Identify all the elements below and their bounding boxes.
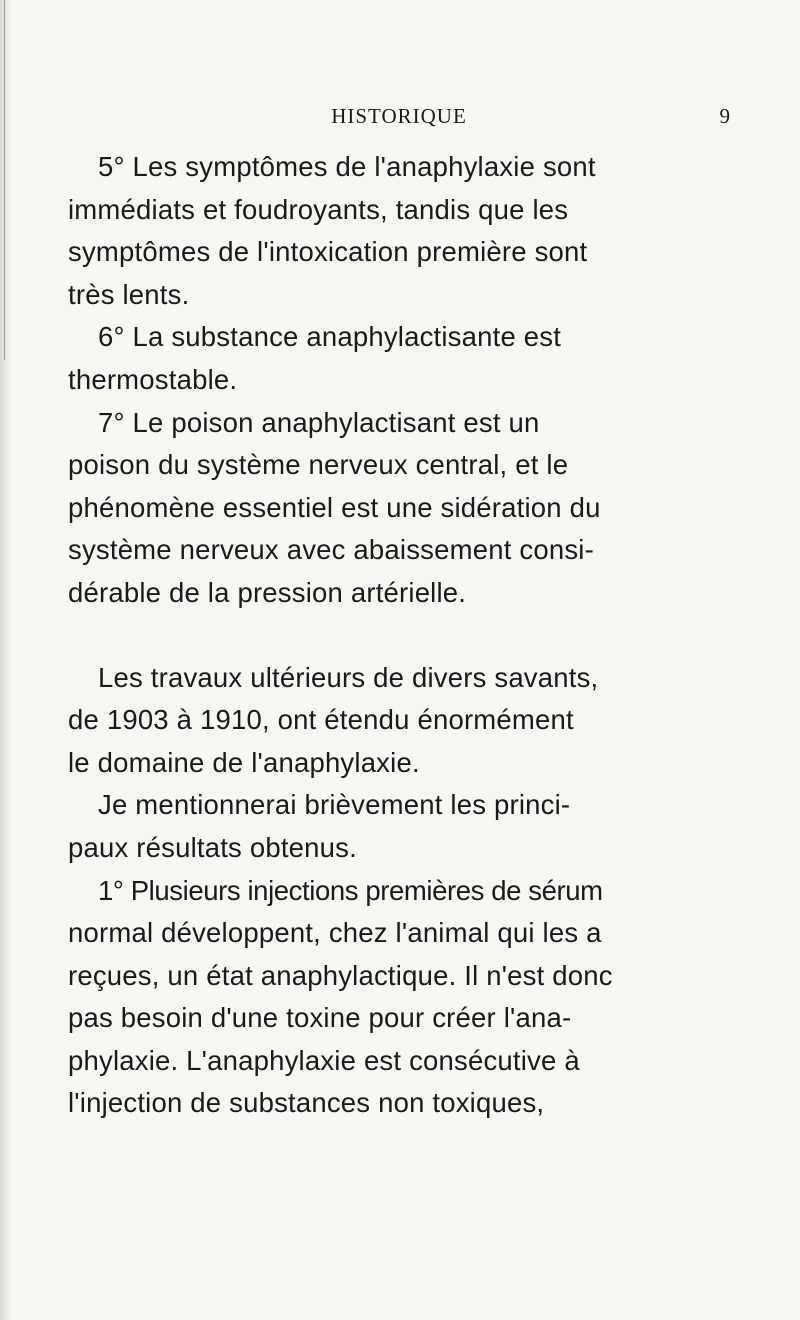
page-binding-line	[4, 0, 5, 360]
text-line: pas besoin d'une toxine pour créer l'ana-	[68, 1002, 572, 1034]
text-line: système nerveux avec abaissement consi-	[68, 534, 594, 566]
text-line: de 1903 à 1910, ont étendu énormément	[68, 704, 574, 736]
text-line: thermostable.	[68, 363, 238, 395]
text-line: paux résultats obtenus.	[68, 831, 357, 863]
text-line: reçues, un état anaphylactique. Il n'est donc	[68, 959, 613, 991]
paragraph-results-intro	[68, 784, 730, 869]
paragraph-symptoms	[68, 146, 730, 316]
text-line: 6° La substance anaphylactisante est	[98, 321, 562, 353]
text-line: 5° Les symptômes de l'anaphylaxie sont	[98, 151, 596, 182]
text-line: 1° Plusieurs injections premières de sérum	[98, 874, 603, 906]
page-number: 9	[719, 104, 730, 128]
text-line: phylaxie. L'anaphylaxie est consécutive à	[68, 1044, 580, 1076]
text-line: très lents.	[68, 278, 190, 310]
paragraph-later-work	[68, 657, 730, 785]
text-line: 7° Le poison anaphylactisant est un	[98, 406, 540, 438]
text-line: immédiats et foudroyants, tandis que les	[68, 193, 569, 225]
book-page	[68, 100, 730, 1125]
running-head	[68, 100, 730, 136]
text-line: symptômes de l'intoxication première sont	[68, 236, 588, 268]
text-line: phénomène essentiel est une sidération du	[68, 491, 601, 523]
paragraph-injections	[68, 870, 730, 1126]
text-line: le domaine de l'anaphylaxie.	[68, 746, 420, 778]
text-line: poison du système nerveux central, et le	[68, 449, 569, 481]
page-binding-edge	[0, 0, 12, 1320]
text-line: Les travaux ultérieurs de divers savants,	[98, 661, 599, 693]
text-line: normal développent, chez l'animal qui les a	[68, 917, 602, 949]
running-title: HISTORIQUE	[331, 104, 467, 128]
paragraph-poison	[68, 402, 730, 615]
text-line: Je mentionnerai brièvement les princi-	[98, 789, 571, 821]
text-line: l'injection de substances non toxiques,	[68, 1087, 545, 1119]
text-line: dérable de la pression artérielle.	[68, 576, 467, 608]
section-gap	[68, 615, 730, 657]
paragraph-thermostable	[68, 316, 730, 401]
